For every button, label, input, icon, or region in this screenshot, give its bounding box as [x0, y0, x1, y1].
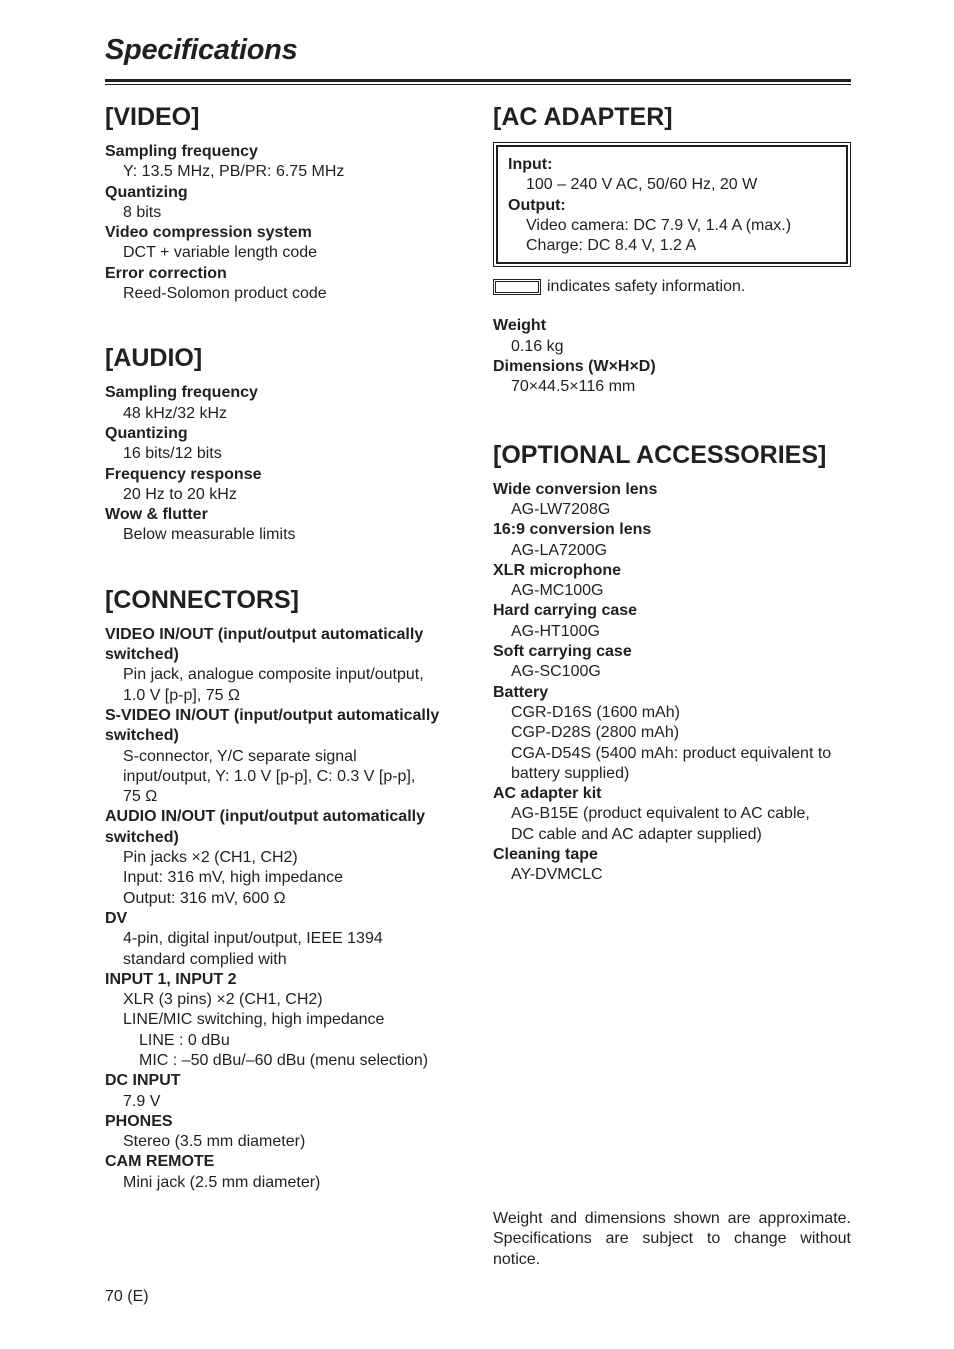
- spec-value: AG-SC100G: [511, 663, 601, 681]
- spec-value: AG-MC100G: [511, 582, 604, 600]
- video-spec-list: [105, 142, 465, 304]
- spec-value: Output: 316 mV, 600 Ω: [123, 889, 286, 907]
- spec-value: Video camera: DC 7.9 V, 1.4 A (max.): [526, 216, 792, 234]
- safety-info-box: [493, 142, 851, 267]
- spec-value: battery supplied): [511, 764, 630, 782]
- spec-value: 0.16 kg: [511, 337, 564, 355]
- safety-legend-text: indicates safety information.: [547, 278, 746, 296]
- spec-label: Wide conversion lens: [493, 480, 658, 498]
- spec-value: CGP-D28S (2800 mAh): [511, 724, 680, 742]
- spec-label: Quantizing: [105, 424, 188, 442]
- spec-value: Input: 316 mV, high impedance: [123, 869, 344, 887]
- spec-label: Cleaning tape: [493, 846, 598, 864]
- spec-value: DCT + variable length code: [123, 244, 318, 262]
- spec-value: 75 Ω: [123, 788, 158, 806]
- audio-spec-list: [105, 383, 465, 545]
- spec-value: 1.0 V [p-p], 75 Ω: [123, 686, 240, 704]
- safety-box-icon: [493, 279, 541, 295]
- footnote: Weight and dimensions shown are approximate. Specifications are subject to change without notice.: [493, 1210, 851, 1268]
- connectors-section: [105, 583, 465, 1193]
- spec-value: standard complied with: [123, 950, 287, 968]
- spec-value: Below measurable limits: [123, 526, 296, 544]
- connectors-spec-list: [105, 625, 465, 1193]
- spec-label: DV: [105, 909, 128, 927]
- spec-value: Pin jack, analogue composite input/output,: [123, 666, 424, 684]
- spec-label: Sampling frequency: [105, 384, 258, 402]
- ac-adapter-section: [493, 100, 851, 398]
- adapter-spec-list: [493, 316, 851, 397]
- title-rule-thin: [105, 84, 851, 85]
- optional-accessories-section: [493, 438, 851, 886]
- spec-value: DC cable and AC adapter supplied): [511, 825, 762, 843]
- spec-value: CGR-D16S (1600 mAh): [511, 703, 680, 721]
- spec-label: Error correction: [105, 264, 227, 282]
- spec-label: Weight: [493, 317, 547, 335]
- spec-label: S-VIDEO IN/OUT (input/output automatically: [105, 706, 440, 724]
- title-rule-thick: [105, 79, 851, 82]
- video-section: [105, 100, 465, 304]
- section-heading-ac-adapter: [AC ADAPTER]: [493, 103, 673, 131]
- spec-label: CAM REMOTE: [105, 1153, 215, 1171]
- spec-value: 70×44.5×116 mm: [511, 378, 636, 396]
- spec-label: switched): [105, 727, 179, 745]
- accessories-spec-list: [493, 480, 851, 886]
- spec-value: Stereo (3.5 mm diameter): [123, 1133, 306, 1151]
- spec-label: Quantizing: [105, 183, 188, 201]
- spec-value: AG-HT100G: [511, 622, 600, 640]
- spec-label: XLR microphone: [493, 561, 622, 579]
- spec-value: input/output, Y: 1.0 V [p-p], C: 0.3 V [p-p],: [123, 767, 416, 785]
- spec-value: AG-LW7208G: [511, 500, 611, 518]
- spec-label: Input:: [508, 156, 553, 173]
- spec-label: Sampling frequency: [105, 143, 258, 160]
- spec-value: 16 bits/12 bits: [123, 445, 222, 463]
- spec-value: 8 bits: [123, 203, 162, 221]
- spec-label: Battery: [493, 683, 549, 701]
- spec-value: XLR (3 pins) ×2 (CH1, CH2): [123, 991, 323, 1009]
- section-heading-connectors: [CONNECTORS]: [105, 585, 299, 614]
- spec-value: AG-LA7200G: [511, 541, 608, 559]
- spec-label: INPUT 1, INPUT 2: [105, 970, 237, 988]
- spec-value: Charge: DC 8.4 V, 1.2 A: [526, 237, 697, 255]
- spec-value: 20 Hz to 20 kHz: [123, 485, 237, 503]
- spec-value: AG-B15E (product equivalent to AC cable,: [511, 805, 810, 823]
- spec-value: 48 kHz/32 kHz: [123, 404, 228, 422]
- spec-value: 4-pin, digital input/output, IEEE 1394: [123, 930, 383, 948]
- spec-label: Dimensions (W×H×D): [493, 358, 656, 376]
- spec-value: 7.9 V: [123, 1092, 161, 1110]
- spec-value: Pin jacks ×2 (CH1, CH2): [123, 849, 298, 867]
- safety-info-box-inner: [496, 145, 848, 264]
- spec-label: Soft carrying case: [493, 643, 632, 661]
- right-column: [493, 100, 851, 886]
- spec-label: DC INPUT: [105, 1072, 181, 1090]
- spec-label: Output:: [508, 196, 566, 214]
- spec-value: S-connector, Y/C separate signal: [123, 747, 357, 765]
- spec-value: AY-DVMCLC: [511, 866, 603, 884]
- spec-value: Mini jack (2.5 mm diameter): [123, 1173, 321, 1191]
- section-heading-video: [VIDEO]: [105, 103, 200, 131]
- spec-value: 100 – 240 V AC, 50/60 Hz, 20 W: [526, 176, 758, 194]
- page-title: Specifications: [105, 34, 298, 66]
- spec-subvalue: MIC : –50 dBu/–60 dBu (menu selection): [139, 1051, 429, 1069]
- spec-value: LINE/MIC switching, high impedance: [123, 1011, 385, 1029]
- spec-subvalue: LINE : 0 dBu: [139, 1031, 230, 1049]
- safety-legend: [493, 277, 851, 297]
- spec-label: Hard carrying case: [493, 602, 638, 620]
- spec-label: PHONES: [105, 1112, 173, 1130]
- spec-label: VIDEO IN/OUT (input/output automatically: [105, 625, 424, 643]
- spec-label: switched): [105, 646, 179, 664]
- page-number: 70 (E): [105, 1288, 149, 1305]
- section-heading-audio: [AUDIO]: [105, 344, 203, 373]
- spec-label: Frequency response: [105, 465, 262, 483]
- spec-label: switched): [105, 828, 179, 846]
- audio-section: [105, 341, 465, 545]
- spec-label: 16:9 conversion lens: [493, 521, 652, 539]
- spec-label: Wow & flutter: [105, 506, 208, 524]
- spec-label: Video compression system: [105, 224, 312, 242]
- spec-value: Y: 13.5 MHz, PB/PR: 6.75 MHz: [123, 163, 345, 181]
- spec-value: CGA-D54S (5400 mAh: product equivalent to: [511, 744, 832, 762]
- spec-label: AC adapter kit: [493, 785, 602, 803]
- spec-value: Reed-Solomon product code: [123, 285, 327, 303]
- spec-label: AUDIO IN/OUT (input/output automatically: [105, 808, 425, 826]
- section-heading-optional-accessories: [OPTIONAL ACCESSORIES]: [493, 440, 827, 469]
- left-column: [105, 100, 465, 1193]
